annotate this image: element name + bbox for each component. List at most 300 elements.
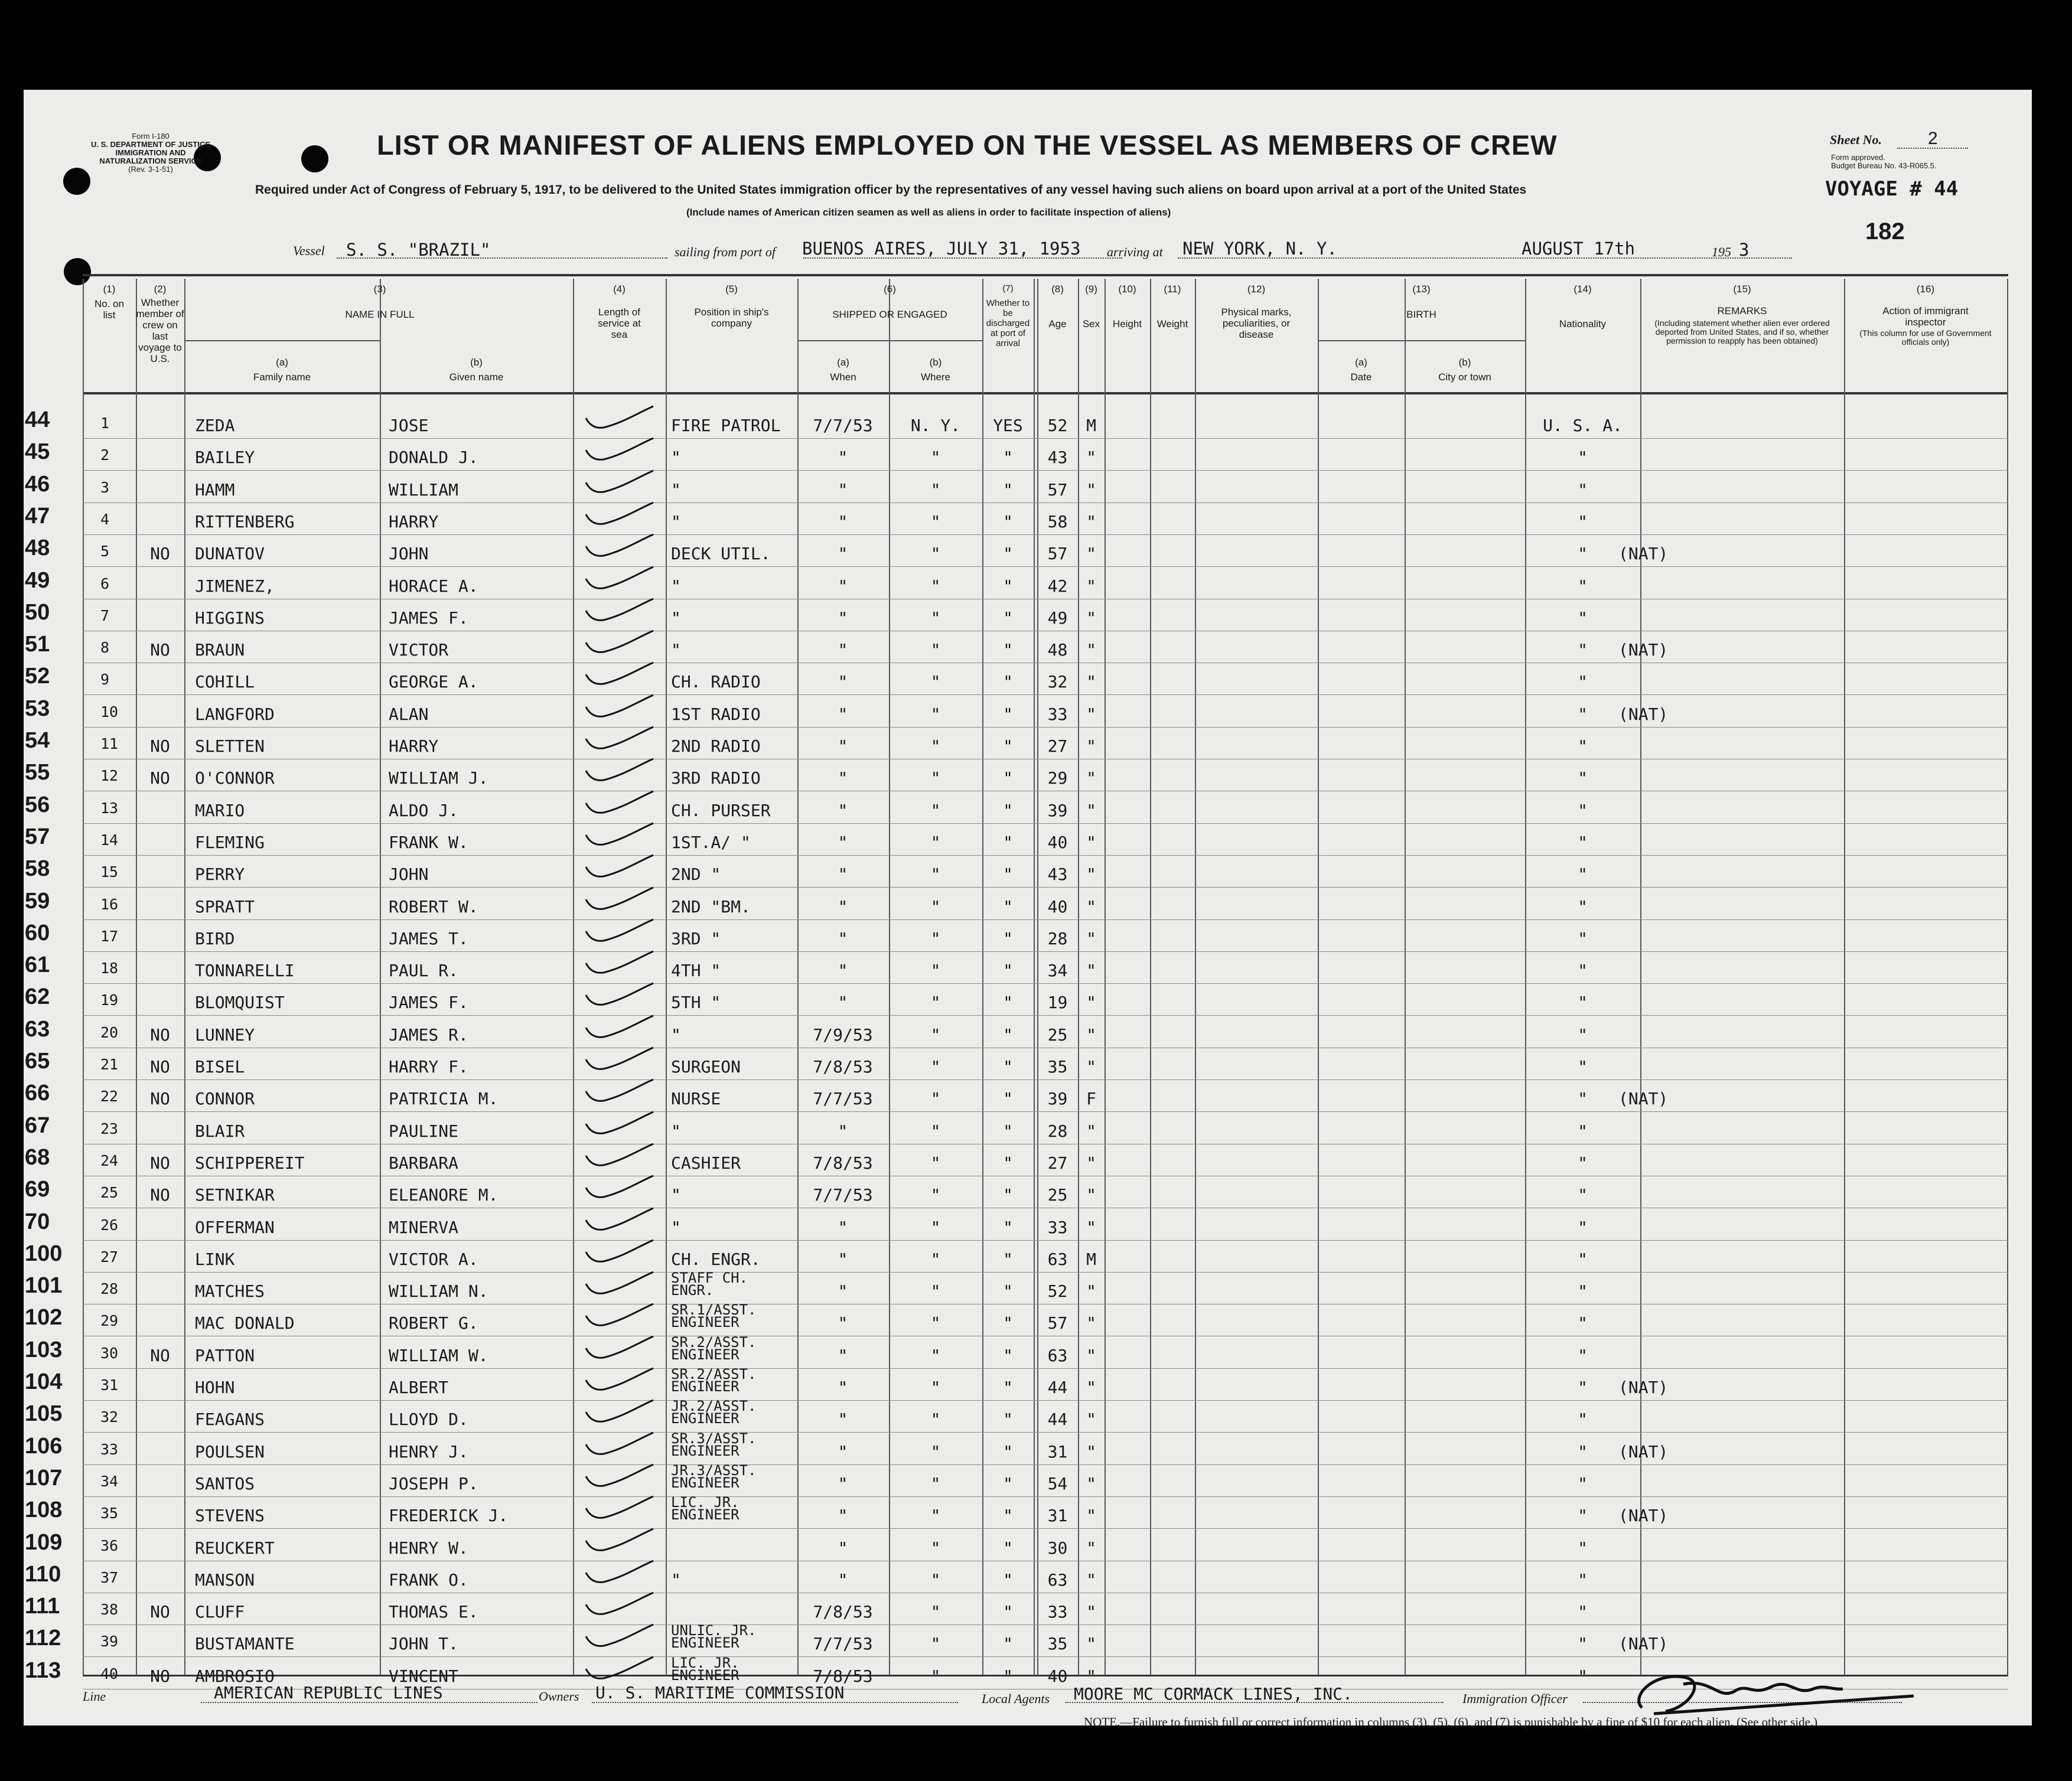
cell-discharged: " — [1003, 1634, 1013, 1654]
col-rule — [573, 279, 574, 1675]
service: IMMIGRATION AND NATURALIZATION SERVICE — [99, 148, 202, 165]
cell-given: ALBERT — [389, 1378, 449, 1397]
line-number: 4 — [100, 510, 110, 528]
sheet-label: Sheet No. — [1830, 132, 1882, 147]
stamped-number: 65 — [25, 1049, 50, 1074]
cell-position: 2ND " — [671, 865, 721, 885]
cell-age: 44 — [1047, 1378, 1068, 1397]
cell-where: " — [930, 1378, 941, 1397]
cell-given: PAUL R. — [389, 961, 459, 981]
cell-when: 7/7/53 — [813, 1634, 873, 1654]
cell-age: 40 — [1047, 896, 1068, 916]
cell-position: STAFF CH. ENGR. — [671, 1270, 748, 1299]
cell-position: " — [671, 640, 681, 660]
col-rule — [1318, 279, 1319, 1675]
cell-sex: " — [1086, 1602, 1096, 1622]
cell-given: FRANK O. — [389, 1570, 468, 1590]
cell-nationality: " — [1578, 961, 1588, 981]
service-check-mark — [581, 1143, 658, 1172]
stamped-number: 60 — [25, 920, 50, 945]
cell-family: MAC DONALD — [195, 1313, 295, 1333]
cell-age: 28 — [1047, 928, 1068, 948]
cell-sex: " — [1086, 704, 1096, 724]
stamped-number: 56 — [25, 792, 50, 817]
service-check-mark — [581, 726, 658, 755]
cell-age: 49 — [1047, 608, 1068, 628]
cell-family: BAILEY — [195, 448, 255, 468]
row-rule — [83, 1240, 2008, 1241]
cell-age: 28 — [1047, 1121, 1068, 1141]
cell-when: " — [838, 1313, 848, 1333]
cell-position: " — [671, 608, 681, 628]
cell-discharged: " — [1003, 993, 1013, 1013]
service-check-mark — [581, 950, 658, 980]
col-6b-header — [889, 357, 982, 383]
cell-where: " — [930, 1634, 941, 1654]
cell-age: 30 — [1047, 1538, 1068, 1558]
col-6-number: (6) — [884, 283, 896, 295]
cell-position: " — [671, 1217, 681, 1237]
cell-sex: " — [1086, 1313, 1096, 1333]
col-13a-label: Date — [1350, 371, 1372, 383]
cell-where: " — [930, 1217, 941, 1237]
line-number: 10 — [100, 703, 119, 720]
service-check-mark — [581, 1303, 658, 1332]
cell-family: LUNNEY — [195, 1025, 255, 1045]
col-2-header — [136, 283, 184, 364]
cell-given: JAMES R. — [389, 1025, 468, 1045]
cell-nationality: " — [1578, 736, 1588, 756]
col-7-header — [982, 283, 1034, 348]
cell-where: " — [930, 993, 941, 1013]
cell-age: 57 — [1047, 1313, 1068, 1333]
line-number: 29 — [100, 1312, 119, 1330]
cell-when: 7/7/53 — [813, 1089, 873, 1109]
cell-family: REUCKERT — [195, 1538, 275, 1558]
cell-nationality: " — [1578, 1057, 1588, 1077]
cell-age: 31 — [1047, 1441, 1068, 1462]
row-rule — [83, 566, 2008, 567]
cell-where: " — [930, 1313, 941, 1333]
cell-remarks: (NAT) — [1618, 1441, 1669, 1462]
cell-discharged: " — [1003, 544, 1013, 564]
vessel-label: Vessel — [293, 243, 325, 258]
row-rule — [83, 983, 2008, 984]
owners-value: U. S. MARITIME COMMISSION — [595, 1683, 845, 1702]
cell-when: " — [838, 832, 848, 852]
stamped-number: 105 — [25, 1401, 63, 1427]
cell-family: AMBROSIO — [195, 1666, 275, 1686]
cell-crew: NO — [150, 1153, 170, 1173]
cell-when: 7/8/53 — [813, 1057, 873, 1077]
col-16-label: Action of immigrant inspector — [1882, 305, 1969, 328]
cell-given: ROBERT G. — [389, 1313, 478, 1333]
cell-nationality: " — [1578, 993, 1588, 1013]
cell-nationality: " — [1578, 1473, 1588, 1493]
cell-position: NURSE — [671, 1089, 721, 1109]
cell-family: MARIO — [195, 800, 245, 820]
cell-family: POULSEN — [195, 1441, 265, 1462]
cell-position: 2ND RADIO — [671, 736, 761, 756]
col-2-label: Whether member of crew on last voyage to U.S. — [136, 297, 184, 364]
cell-where: " — [930, 1089, 941, 1109]
line-number: 17 — [100, 927, 119, 945]
col-9-header — [1078, 283, 1105, 330]
col-6b-label: Where — [920, 371, 951, 383]
cell-family: TONNARELLI — [195, 961, 295, 981]
stamped-number: 108 — [25, 1498, 63, 1523]
stamped-number: 58 — [25, 856, 50, 882]
col-4-label: Length of service at sea — [598, 306, 641, 340]
cell-discharged: " — [1003, 1410, 1013, 1430]
cell-given: PATRICIA M. — [389, 1089, 499, 1109]
year-prefix: 195 — [1712, 244, 1731, 259]
cell-nationality: " — [1578, 928, 1588, 948]
cell-sex: " — [1086, 1441, 1096, 1462]
line-number: 18 — [100, 960, 119, 977]
cell-discharged: " — [1003, 1121, 1013, 1141]
cell-where: " — [930, 1153, 941, 1173]
cell-nationality: " — [1578, 800, 1588, 820]
cell-family: BUSTAMANTE — [195, 1634, 295, 1654]
cell-family: SANTOS — [195, 1473, 255, 1493]
cell-nationality: " — [1578, 1153, 1588, 1173]
cell-when: " — [838, 640, 848, 660]
line-number: 27 — [100, 1248, 119, 1265]
stamped-number: 44 — [25, 407, 50, 432]
stamped-number: 59 — [25, 888, 50, 914]
cell-when: " — [838, 1378, 848, 1397]
service-check-mark — [581, 758, 658, 787]
service-check-mark — [581, 1528, 658, 1557]
cell-sex: " — [1086, 928, 1096, 948]
cell-family: O'CONNOR — [195, 768, 275, 788]
cell-discharged: " — [1003, 1281, 1013, 1302]
cell-discharged: " — [1003, 480, 1013, 500]
cell-when: " — [838, 511, 848, 531]
stamped-number: 45 — [25, 439, 50, 465]
cell-family: HAMM — [195, 480, 235, 500]
form-number: Form I-180 — [132, 132, 170, 141]
arrival-port: NEW YORK, N. Y. — [1182, 239, 1337, 259]
cell-sex: " — [1086, 511, 1096, 531]
cell-age: 33 — [1047, 1217, 1068, 1237]
col-16-header — [1844, 283, 2007, 347]
note-text: —Failure to furnish full or correct information in columns (3), (5), (6), and (7) is punishable by a fine of $10 for each alien. (See other side.) — [1120, 1715, 1818, 1729]
cell-sex: " — [1086, 448, 1096, 468]
col-3b-number: (b) — [470, 357, 483, 368]
row-rule — [83, 727, 2008, 728]
cell-given: HENRY J. — [389, 1441, 468, 1462]
line-number: 36 — [100, 1537, 119, 1554]
service-check-mark — [581, 1495, 658, 1525]
cell-given: JOHN — [389, 865, 429, 885]
line-number: 24 — [100, 1152, 119, 1169]
stamped-number: 54 — [25, 728, 50, 753]
cell-family: DUNATOV — [195, 544, 265, 564]
col-7-label: Whether to be discharged at port of arrival — [986, 298, 1030, 348]
cell-given: WILLIAM W. — [389, 1345, 488, 1365]
col-14-header — [1525, 283, 1640, 330]
col-6a-number: (a) — [837, 357, 849, 368]
cell-sex: " — [1086, 640, 1096, 660]
cell-given: JAMES T. — [389, 928, 468, 948]
cell-discharged: " — [1003, 865, 1013, 885]
cell-discharged: " — [1003, 1089, 1013, 1109]
cell-age: 52 — [1047, 416, 1068, 435]
service-check-mark — [581, 1239, 658, 1268]
cell-position: DECK UTIL. — [671, 544, 771, 564]
col-11-number: (11) — [1164, 283, 1181, 295]
col-15-label: REMARKS — [1717, 305, 1767, 317]
service-check-mark — [581, 1431, 658, 1461]
cell-discharged: " — [1003, 1153, 1013, 1173]
col-9-number: (9) — [1085, 283, 1097, 295]
cell-nationality: " — [1578, 1025, 1588, 1045]
cell-when: " — [838, 1506, 848, 1526]
col-6a-header — [797, 357, 889, 383]
sailing-label: sailing from port of — [675, 244, 776, 259]
col-3-header — [184, 283, 575, 320]
cell-discharged: " — [1003, 1217, 1013, 1237]
service-check-mark — [581, 1463, 658, 1493]
cell-discharged: " — [1003, 1313, 1013, 1333]
col-13a-number: (a) — [1355, 357, 1367, 368]
line-label: Line — [83, 1689, 106, 1704]
cell-discharged: " — [1003, 1345, 1013, 1365]
row-rule — [83, 1656, 2008, 1657]
row-rule — [83, 470, 2008, 471]
service-check-mark — [581, 501, 658, 531]
stamped-number: 55 — [25, 760, 50, 785]
cell-when: 7/8/53 — [813, 1153, 873, 1173]
cell-when: 7/7/53 — [813, 1185, 873, 1205]
cell-sex: " — [1086, 576, 1096, 596]
service-check-mark — [581, 1560, 658, 1589]
cell-age: 39 — [1047, 1089, 1068, 1109]
col-2-number: (2) — [154, 283, 167, 295]
cell-when: " — [838, 896, 848, 916]
cell-age: 42 — [1047, 576, 1068, 596]
cell-discharged: " — [1003, 768, 1013, 788]
col-rule — [666, 279, 667, 1675]
cell-position: " — [671, 1025, 681, 1045]
cell-family: FEAGANS — [195, 1410, 265, 1430]
line-number: 22 — [100, 1088, 119, 1105]
col-14-number: (14) — [1573, 283, 1592, 295]
col-5-label: Position in ship's company — [694, 306, 769, 329]
cell-sex: " — [1086, 768, 1096, 788]
cell-where: " — [930, 800, 941, 820]
cell-when: 7/9/53 — [813, 1025, 873, 1045]
cell-position: LIC. JR. ENGINEER — [671, 1654, 739, 1684]
cell-nationality: " — [1578, 832, 1588, 852]
cell-where: " — [930, 1441, 941, 1462]
col-rule — [2007, 279, 2008, 1675]
cell-discharged: " — [1003, 672, 1013, 692]
cell-where: " — [930, 704, 941, 724]
cell-position: CH. RADIO — [671, 672, 761, 692]
line-number: 12 — [100, 767, 119, 785]
cell-where: " — [930, 640, 941, 660]
cell-family: BRAUN — [195, 640, 245, 660]
cell-discharged: " — [1003, 832, 1013, 852]
stamped-number: 48 — [25, 536, 50, 561]
service-check-mark — [581, 694, 658, 723]
cell-family: STEVENS — [195, 1506, 265, 1526]
cell-position: " — [671, 1185, 681, 1205]
cell-given: FREDERICK J. — [389, 1506, 509, 1526]
cell-given: DONALD J. — [389, 448, 478, 468]
cell-where: " — [930, 1473, 941, 1493]
cell-position: " — [671, 576, 681, 596]
cell-when: 7/7/53 — [813, 416, 873, 435]
col-rule — [184, 279, 185, 1675]
service-check-mark — [581, 854, 658, 883]
cell-nationality: " — [1578, 1121, 1588, 1141]
cell-nationality: " — [1578, 1378, 1588, 1397]
line-number: 5 — [100, 543, 110, 560]
cell-position: JR.2/ASST. ENGINEER — [671, 1398, 757, 1427]
cell-where: " — [930, 1666, 941, 1686]
cell-where: " — [930, 736, 941, 756]
cell-given: HARRY — [389, 511, 439, 531]
cell-where: " — [930, 1410, 941, 1430]
cell-sex: " — [1086, 608, 1096, 628]
cell-position: " — [671, 511, 681, 531]
service-check-mark — [581, 822, 658, 852]
cell-given: JOSEPH P. — [389, 1473, 478, 1493]
line-number: 35 — [100, 1505, 119, 1522]
cell-nationality: " — [1578, 1506, 1588, 1526]
cell-sex: " — [1086, 544, 1096, 564]
col-13-number: (13) — [1412, 283, 1431, 295]
form-subnote: (Include names of American citizen seamen as well as aliens in order to facilitate inspection of aliens) — [686, 207, 1171, 218]
service-check-mark — [581, 629, 658, 659]
line-number: 20 — [100, 1023, 119, 1041]
service-check-mark — [581, 437, 658, 467]
row-rule — [83, 823, 2008, 824]
cell-sex: " — [1086, 1025, 1096, 1045]
cell-sex: " — [1086, 1506, 1096, 1526]
cell-crew: NO — [150, 544, 170, 564]
cell-when: " — [838, 1281, 848, 1302]
service-check-mark — [581, 1207, 658, 1237]
cell-where: " — [930, 511, 941, 531]
cell-position: SR.3/ASST. ENGINEER — [671, 1430, 757, 1459]
cell-position: 2ND "BM. — [671, 896, 751, 916]
cell-where: " — [930, 1281, 941, 1302]
table-top-rule — [83, 274, 2008, 276]
cell-discharged: " — [1003, 1378, 1013, 1397]
cell-where: " — [930, 448, 941, 468]
col-rule — [1105, 279, 1106, 1675]
cell-position: " — [671, 448, 681, 468]
cell-nationality: " — [1578, 1089, 1588, 1109]
approval-text: Form approved. — [1831, 153, 1885, 162]
line-number: 8 — [100, 639, 110, 657]
service-check-mark — [581, 1111, 658, 1140]
cell-discharged: " — [1003, 1025, 1013, 1045]
cell-where: " — [930, 1025, 941, 1045]
manifest-sheet — [24, 90, 2032, 1729]
line-number: 31 — [100, 1376, 119, 1394]
cell-position: 3RD " — [671, 928, 721, 948]
col-3b-label: Given name — [449, 371, 504, 383]
cell-discharged: " — [1003, 1570, 1013, 1590]
cell-crew: NO — [150, 1057, 170, 1077]
stamped-number: 46 — [25, 471, 50, 497]
cell-nationality: " — [1578, 1410, 1588, 1430]
cell-family: SCHIPPEREIT — [195, 1153, 305, 1173]
cell-sex: " — [1086, 736, 1096, 756]
cell-family: CLUFF — [195, 1602, 245, 1622]
line-number: 32 — [100, 1408, 119, 1426]
cell-remarks: (NAT) — [1618, 1506, 1669, 1526]
cell-given: ROBERT W. — [389, 896, 478, 916]
cell-where: " — [930, 1249, 941, 1269]
service-check-mark — [581, 790, 658, 820]
cell-age: 34 — [1047, 961, 1068, 981]
col-3-label: NAME IN FULL — [345, 309, 415, 320]
cell-where: " — [930, 576, 941, 596]
cell-given: HARRY — [389, 736, 439, 756]
row-rule — [83, 1111, 2008, 1112]
cell-crew: NO — [150, 1185, 170, 1205]
service-check-mark — [581, 918, 658, 948]
cell-age: 31 — [1047, 1506, 1068, 1526]
cell-age: 27 — [1047, 1153, 1068, 1173]
cell-family: SLETTEN — [195, 736, 265, 756]
stamped-number: 101 — [25, 1273, 63, 1299]
line-number: 19 — [100, 991, 119, 1009]
cell-position: SURGEON — [671, 1057, 741, 1077]
service-check-mark — [581, 1367, 658, 1397]
cell-position: 1ST.A/ " — [671, 832, 751, 852]
col-rule — [1034, 279, 1035, 1675]
cell-family: BLOMQUIST — [195, 993, 285, 1013]
cell-family: HIGGINS — [195, 608, 265, 628]
cell-given: ALAN — [389, 704, 429, 724]
cell-where: " — [930, 1602, 941, 1622]
cell-sex: " — [1086, 1538, 1096, 1558]
cell-given: VINCENT — [389, 1666, 459, 1686]
cell-when: " — [838, 1473, 848, 1493]
row-rule — [83, 1464, 2008, 1465]
cell-when: " — [838, 800, 848, 820]
stamped-number: 109 — [25, 1529, 63, 1555]
cell-position: SR.2/ASST. ENGINEER — [671, 1366, 757, 1395]
cell-age: 39 — [1047, 800, 1068, 820]
cell-family: MANSON — [195, 1570, 255, 1590]
service-check-mark — [581, 886, 658, 916]
col-5-header — [666, 283, 797, 329]
cell-family: LINK — [195, 1249, 235, 1269]
cell-family: JIMENEZ, — [195, 576, 275, 596]
cell-nationality: " — [1578, 768, 1588, 788]
cell-when: " — [838, 576, 848, 596]
cell-when: " — [838, 544, 848, 564]
cell-where: " — [930, 865, 941, 885]
cell-discharged: " — [1003, 961, 1013, 981]
col-13-header — [1318, 283, 1525, 320]
col-1-header — [83, 283, 136, 321]
cell-position: " — [671, 1570, 681, 1590]
cell-position: LIC. JR. ENGINEER — [671, 1494, 739, 1524]
stamped-number: 113 — [25, 1658, 61, 1683]
cell-when: " — [838, 1570, 848, 1590]
col-15-number: (15) — [1733, 283, 1751, 295]
